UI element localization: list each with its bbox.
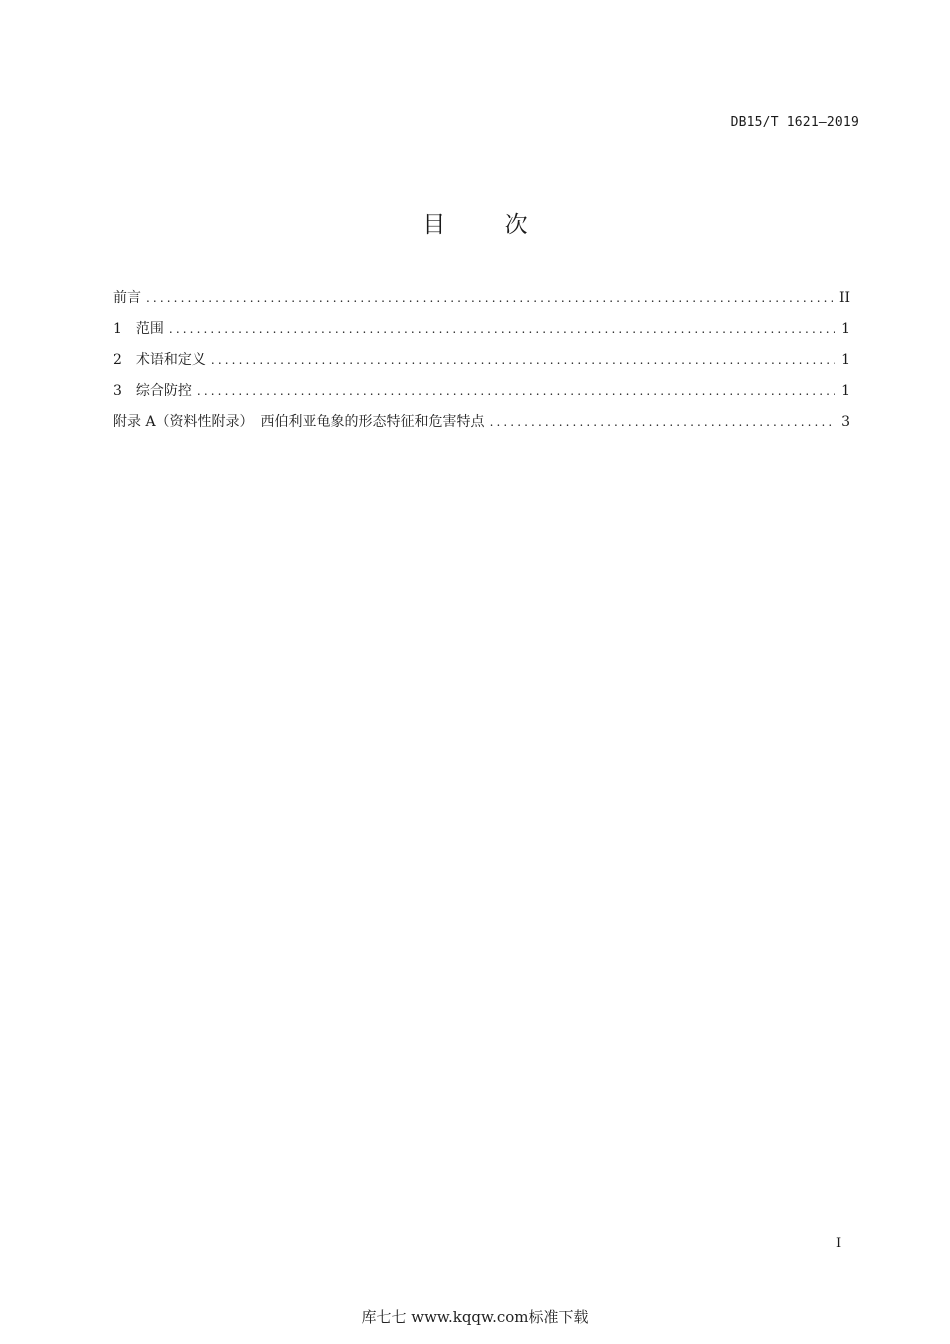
toc-entry-label: 附录 A（资料性附录） 西伯利亚龟象的形态特征和危害特点 [113,414,485,430]
toc-entry-page: 1 [841,352,850,368]
toc-entry-number: 3 [113,383,122,399]
toc-entry-number: 1 [113,321,122,337]
watermark-text: 库七七 www.kqqw.com标准下载 [361,1308,589,1326]
toc-entry-label: 综合防控 [135,383,192,399]
toc-entry-terms[interactable] [113,348,850,379]
toc-entry-number: 2 [113,352,122,368]
toc-entry-control[interactable] [113,379,850,410]
toc-title: 目 次 [422,212,554,238]
toc-entry-label: 术语和定义 [135,352,206,368]
document-code: DB15/T 1621—2019 [730,115,859,130]
toc-leader-dots [211,348,835,372]
toc-entry-appendix-a[interactable] [113,410,850,441]
toc-leader-dots [169,317,835,341]
toc-leader-dots [490,410,835,434]
toc-entry-page: 1 [841,383,850,399]
toc-entry-page: 3 [841,414,850,430]
toc-leader-dots [197,379,835,403]
page-number: I [836,1236,842,1251]
toc-entry-foreword[interactable] [113,286,850,317]
toc-list [113,286,850,441]
toc-entry-label: 前言 [113,290,141,306]
toc-entry-scope[interactable] [113,317,850,348]
toc-entry-label: 范围 [135,321,164,337]
toc-leader-dots [146,286,833,310]
toc-entry-page: 1 [841,321,850,337]
toc-entry-page: II [838,290,850,306]
